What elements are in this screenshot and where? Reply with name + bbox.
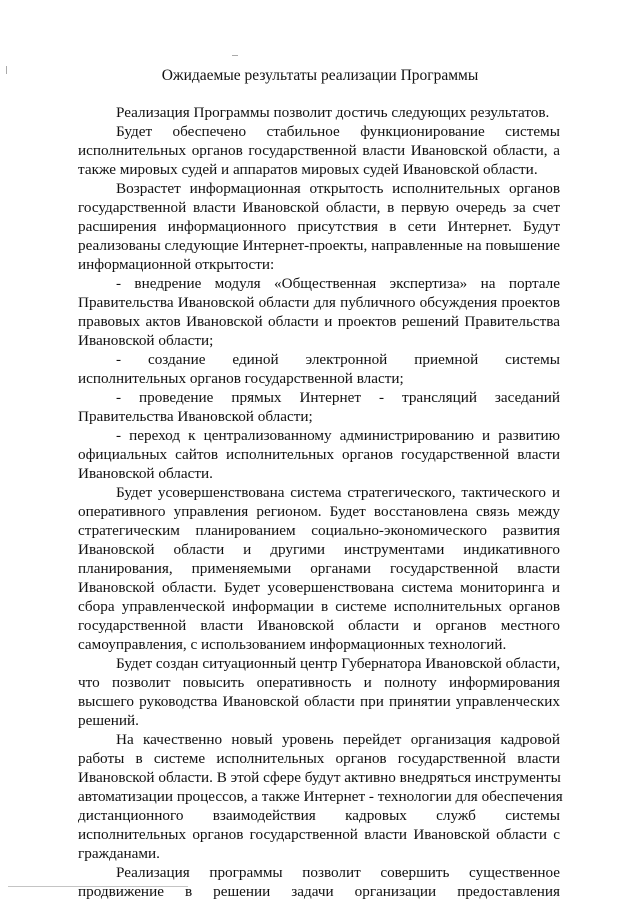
text-line: исполнительных органов государственной власти Ивановской области с [78,826,560,843]
text-line: Реализация программы позволит совершить существенное [116,864,560,881]
text-line: сбора управленческой информации в системе исполнительных органов [78,598,560,615]
text-line: Ивановской области и другими инструментами индикативного [78,541,560,558]
text-line: Ивановской области. Будет усовершенствована система мониторинга и [78,579,560,596]
text-line: исполнительных органов государственной власти; [78,370,404,387]
text-line: правовых актов Ивановской области и проектов решений Правительства [78,313,560,330]
text-line: Ивановской области. В этой сфере будут активно внедряться инструменты [78,769,561,786]
text-line: гражданами. [78,845,160,862]
text-line: также мировых судей и аппаратов мировых судей Ивановской области. [78,161,538,178]
text-line: На качественно новый уровень перейдет организация кадровой [116,731,560,748]
text-line: оперативного управления регионом. Будет восстановлена связь между [78,503,560,520]
scan-speck-top [232,55,238,56]
text-line: Правительства Ивановской области для публичного обсуждения проектов [78,294,560,311]
text-line: информационной открытости: [78,256,275,273]
text-line: высшего руководства Ивановской области при принятии управленческих [78,693,560,710]
text-line: решений. [78,712,139,729]
text-line: реализованы следующие Интернет-проекты, направленные на повышение [78,237,560,254]
text-line: Правительства Ивановской области; [78,408,313,425]
text-line: Ивановской области. [78,465,213,482]
text-line: работы в системе исполнительных органов государственной власти [78,750,560,767]
list-item: - внедрение модуля «Общественная экспертиза» на портале [116,275,560,292]
page-title: Ожидаемые результаты реализации Программы [161,67,479,84]
text-line: государственной власти Ивановской области, в первую очередь за счет [78,199,560,216]
list-item: - проведение прямых Интернет - трансляций заседаний [116,389,560,406]
text-line: расширения информационного присутствия в сети Интернет. Будут [78,218,560,235]
text-line: автоматизации процессов, а также Интернет - технологии для обеспечения [78,788,563,805]
text-line: стратегическим планированием социально-экономического развития [78,522,560,539]
text-line: Будет обеспечено стабильное функционирование системы [116,123,560,140]
list-item: - переход к централизованному администрированию и развитию [116,427,560,444]
text-line: дистанционного взаимодействия кадровых служб системы [78,807,560,824]
text-line: официальных сайтов исполнительных органов государственной власти [78,446,560,463]
text-line: Ивановской области; [78,332,214,349]
text-line: продвижение в решении задачи организации предоставления [78,883,560,900]
text-line: Возрастет информационная открытость исполнительных органов [116,180,560,197]
text-line: Реализация Программы позволит достичь следующих результатов. [116,104,550,121]
text-line: Будет создан ситуационный центр Губернатора Ивановской области, [116,655,561,672]
text-line: исполнительных органов государственной власти Ивановской области, а [78,142,560,159]
text-line: Будет усовершенствована система стратегического, тактического и [116,484,560,501]
text-line: что позволит повысить оперативность и полноту информирования [78,674,560,691]
list-item: - создание единой электронной приемной системы [116,351,560,368]
text-line: самоуправления, с использованием информационных технологий. [78,636,507,653]
text-line: государственной власти Ивановской области и органов местного [78,617,560,634]
text-line: планирования, применяемыми органами государственной власти [78,560,560,577]
